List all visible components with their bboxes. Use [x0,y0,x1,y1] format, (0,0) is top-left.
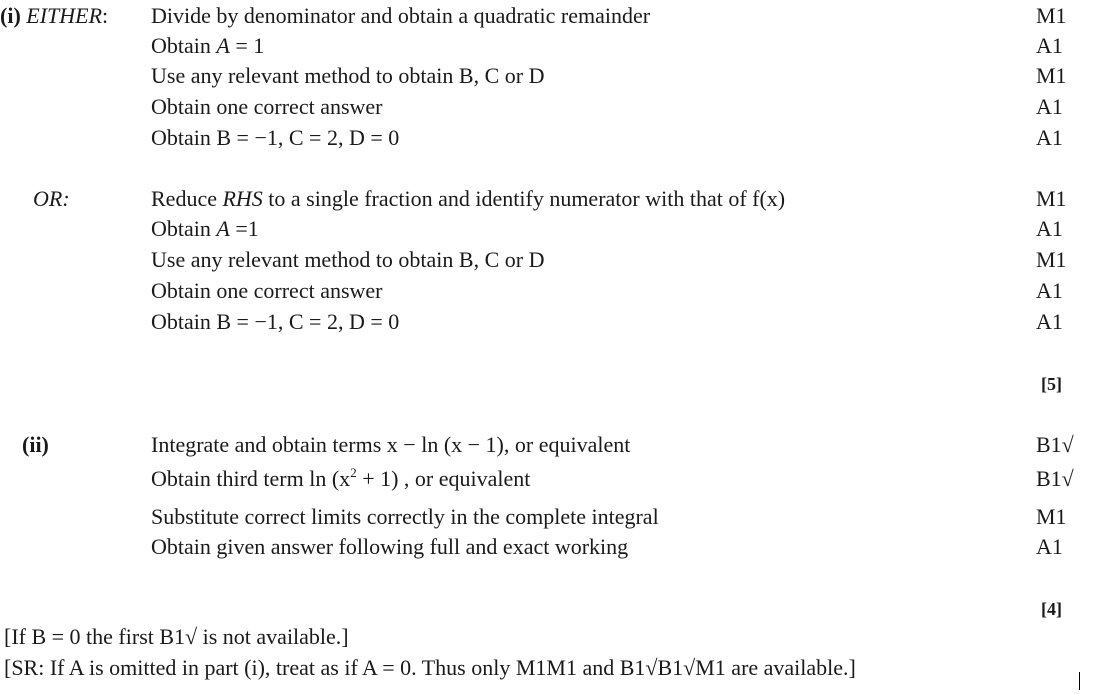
ii-step-1: Integrate and obtain terms x − ln (x − 1), or equivalent [151,432,631,457]
or-step-5: Obtain B = −1, C = 2, D = 0 [151,309,400,334]
or-mark-3: M1 [1036,247,1067,272]
part-i-either-label: (i) EITHER: [0,3,109,28]
or-step-3: Use any relevant method to obtain B, C or D [151,247,545,272]
or-mark-2: A1 [1036,216,1063,241]
text-cursor [1079,672,1080,690]
either-label: EITHER [26,3,103,28]
ii-step-3: Substitute correct limits correctly in the complete integral [151,504,659,529]
part-ii-total: [4] [1041,599,1062,619]
ii-mark-1: B1√ [1036,432,1074,457]
either-mark-1: M1 [1036,3,1067,28]
either-step-1: Divide by denominator and obtain a quadratic remainder [151,3,651,28]
ii-step-2: Obtain third term $\ln (x^2 + 1)$ , or equivalent [151,465,531,491]
or-step-2: Obtain A =1 [151,216,259,241]
either-mark-3: M1 [1036,63,1067,88]
or-step-1: Reduce RHS to a single fraction and identify numerator with that of f(x) [151,186,786,211]
either-step-3: Use any relevant method to obtain B, C or D [151,63,545,88]
or-label: OR: [33,186,70,211]
ii-step-4: Obtain given answer following full and exact working [151,534,629,559]
or-mark-5: A1 [1036,309,1063,334]
note-1: [If B = 0 the first B1√ is not available.] [4,624,349,649]
part-i-total: [5] [1041,374,1062,394]
either-step-2: Obtain A = 1 [151,33,265,58]
either-mark-2: A1 [1036,33,1063,58]
either-step-5: Obtain B = −1, C = 2, D = 0 [151,125,400,150]
either-step-4: Obtain one correct answer [151,94,383,119]
or-mark-1: M1 [1036,186,1067,211]
ii-mark-4: A1 [1036,534,1063,559]
part-ii-label: (ii) [22,432,49,457]
either-mark-4: A1 [1036,94,1063,119]
or-step-4: Obtain one correct answer [151,278,383,303]
ii-mark-2: B1√ [1036,466,1074,491]
either-mark-5: A1 [1036,125,1063,150]
or-mark-4: A1 [1036,278,1063,303]
part-i-label: (i) [0,3,21,28]
note-2: [SR: If A is omitted in part (i), treat as if A = 0. Thus only M1M1 and B1√B1√M1 are available.] [4,655,856,680]
ii-mark-3: M1 [1036,504,1067,529]
